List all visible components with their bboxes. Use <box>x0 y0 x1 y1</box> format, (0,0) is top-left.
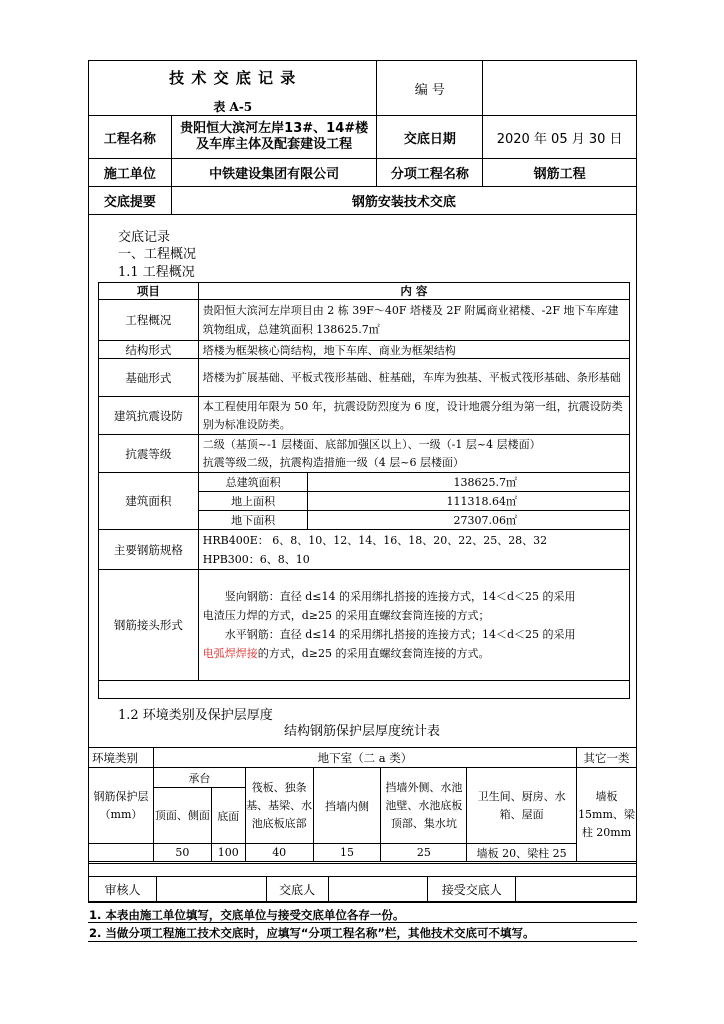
form-title: 技 术 交 底 记 录 <box>169 69 297 87</box>
project-name-label: 工程名称 <box>89 116 172 159</box>
rebar-spec-content <box>198 530 629 570</box>
area-value: 27307.06㎡ <box>308 511 630 530</box>
cover-table <box>88 747 637 862</box>
env-class-label: 环境类别 <box>89 748 154 768</box>
joint-line-1: 竖向钢筋：直径 d≤14 的采用绑扎搭接的连接方式，14＜d＜25 的采用 <box>224 590 576 603</box>
rebar-spec-label: 主要钢筋规格 <box>99 530 199 570</box>
title-cell <box>89 61 377 116</box>
area-name: 地下面积 <box>198 511 308 530</box>
joint-line-3: 水平钢筋：直径 d≤14 的采用绑扎搭接的连接方式；14＜d＜25 的采用 <box>224 628 576 641</box>
other-class: 其它一类 <box>576 748 636 768</box>
subproject-label: 分项工程名称 <box>377 159 483 187</box>
form-number: 表 A-5 <box>213 100 253 114</box>
table-row <box>99 341 630 359</box>
col-header-content: 内 容 <box>198 283 629 300</box>
header-table <box>88 60 637 215</box>
discloser-signature[interactable] <box>328 877 428 903</box>
row-label: 建筑抗震设防 <box>99 397 199 435</box>
record-title: 交底记录 <box>118 230 171 245</box>
area-label: 建筑面积 <box>99 473 199 530</box>
rebar-spec-line-2: HPB300：6、8、10 <box>202 552 310 566</box>
raft-label: 筏板、独条基、基梁、水池底板底部 <box>245 768 313 844</box>
other-cover: 墙板 15mm、梁柱 20mm <box>576 768 636 862</box>
reviewer-signature[interactable] <box>156 877 266 903</box>
area-name: 地上面积 <box>198 492 308 511</box>
summary-value: 钢筋安装技术交底 <box>171 187 636 215</box>
table-row <box>99 397 630 435</box>
cap-top-label: 顶面、侧面 <box>153 788 211 844</box>
row-label: 抗震等级 <box>99 435 199 473</box>
row-label: 工程概况 <box>99 300 199 341</box>
retain-outer-value: 25 <box>381 844 467 862</box>
signature-table <box>88 876 637 903</box>
section-1-title: 一、工程概况 <box>118 247 197 262</box>
date-label: 交底日期 <box>377 116 483 159</box>
table-row <box>99 300 630 341</box>
area-name: 总建筑面积 <box>198 473 308 492</box>
area-value: 138625.7㎡ <box>308 473 630 492</box>
retain-inner-value: 15 <box>313 844 381 862</box>
discloser-label: 交底人 <box>266 877 328 903</box>
date-value: 2020 年 05 月 30 日 <box>483 116 637 159</box>
raft-value: 40 <box>245 844 313 862</box>
project-name: 贵阳恒大滨河左岸13#、14#楼及车库主体及配套建设工程 <box>171 116 377 159</box>
notes-divider <box>88 922 637 923</box>
joint-type-label: 钢筋接头形式 <box>99 570 199 681</box>
rebar-spec-line-1: HRB400E： 6、8、10、12、14、16、18、20、22、25、28、32 <box>202 533 548 547</box>
unit-value: 中铁建设集团有限公司 <box>171 159 377 187</box>
joint-line-4-rest: 的方式，d≥25 的采用直螺纹套筒连接的方式。 <box>257 647 490 660</box>
retain-outer-label: 挡墙外侧、水池池壁、水池底板顶部、集水坑 <box>381 768 467 844</box>
subproject-value: 钢筋工程 <box>483 159 637 187</box>
basement-class: 地下室（二 a 类） <box>153 748 576 768</box>
table-row <box>99 359 630 397</box>
reviewer-label: 审核人 <box>89 877 157 903</box>
cap-label: 承台 <box>153 768 245 788</box>
retain-inner-label: 挡墙内侧 <box>313 768 381 844</box>
divider <box>88 863 637 864</box>
row-content: 塔楼为扩展基础、平板式筏形基础、桩基础，车库为独基、平板式筏形基础、条形基础 <box>198 359 629 397</box>
area-value: 111318.64㎡ <box>308 492 630 511</box>
col-header-item: 项目 <box>99 283 199 300</box>
cap-top-value: 50 <box>153 844 211 862</box>
table-row <box>99 435 630 473</box>
joint-line-2: 电渣压力焊的方式，d≥25 的采用直螺纹套筒连接的方式； <box>202 609 490 622</box>
blank-cell <box>89 844 154 862</box>
overview-table <box>98 282 630 699</box>
serial-value[interactable] <box>483 61 637 116</box>
joint-type-content <box>198 570 629 681</box>
notes-bottom-border <box>88 941 637 942</box>
unit-label: 施工单位 <box>89 159 172 187</box>
summary-label: 交底提要 <box>89 187 172 215</box>
cap-bottom-label: 底面 <box>211 788 245 844</box>
row-label: 结构形式 <box>99 341 199 359</box>
receiver-signature[interactable] <box>516 877 637 903</box>
subsection-1-1-title: 1.1 工程概况 <box>118 265 195 280</box>
receiver-label: 接受交底人 <box>428 877 516 903</box>
serial-label: 编 号 <box>377 61 483 116</box>
wet-room-label: 卫生间、厨房、水箱、屋面 <box>467 768 577 844</box>
cap-bottom-value: 100 <box>211 844 245 862</box>
seismic-grade-line-2: 抗震等级二级，抗震构造措施一级（4 层~6 层楼面） <box>202 455 464 469</box>
row-label: 基础形式 <box>99 359 199 397</box>
row-content <box>198 435 629 473</box>
blank-row <box>99 681 630 699</box>
row-content: 贵阳恒大滨河左岸项目由 2 栋 39F～40F 塔楼及 2F 附属商业裙楼、-2F 地下车库建筑物组成，总建筑面积 138625.7㎡ <box>198 300 629 341</box>
row-content: 塔楼为框架核心筒结构，地下车库、商业为框架结构 <box>198 341 629 359</box>
row-content: 本工程使用年限为 50 年，抗震设防烈度为 6 度，设计地震分组为第一组，抗震设防类别为标准设防类。 <box>198 397 629 435</box>
cover-table-title: 结构钢筋保护层厚度统计表 <box>283 724 440 739</box>
seismic-grade-line-1: 二级（基顶~-1 层楼面、底部加强区以上）、一级（-1 层~4 层楼面） <box>202 437 541 451</box>
wet-room-value: 墙板 20、梁柱 25 <box>467 844 577 862</box>
rebar-cover-label: 钢筋保护层（mm） <box>89 768 154 844</box>
note-2: 2. 当做分项工程施工技术交底时，应填写“分项工程名称”栏，其他技术交底可不填写。 <box>89 926 535 940</box>
note-1: 1. 本表由施工单位填写，交底单位与接受交底单位各存一份。 <box>89 908 405 922</box>
joint-line-4 <box>203 644 629 663</box>
subsection-1-2-title: 1.2 环境类别及保护层厚度 <box>118 708 273 723</box>
arc-welding-highlight: 电弧焊焊接 <box>202 647 258 660</box>
